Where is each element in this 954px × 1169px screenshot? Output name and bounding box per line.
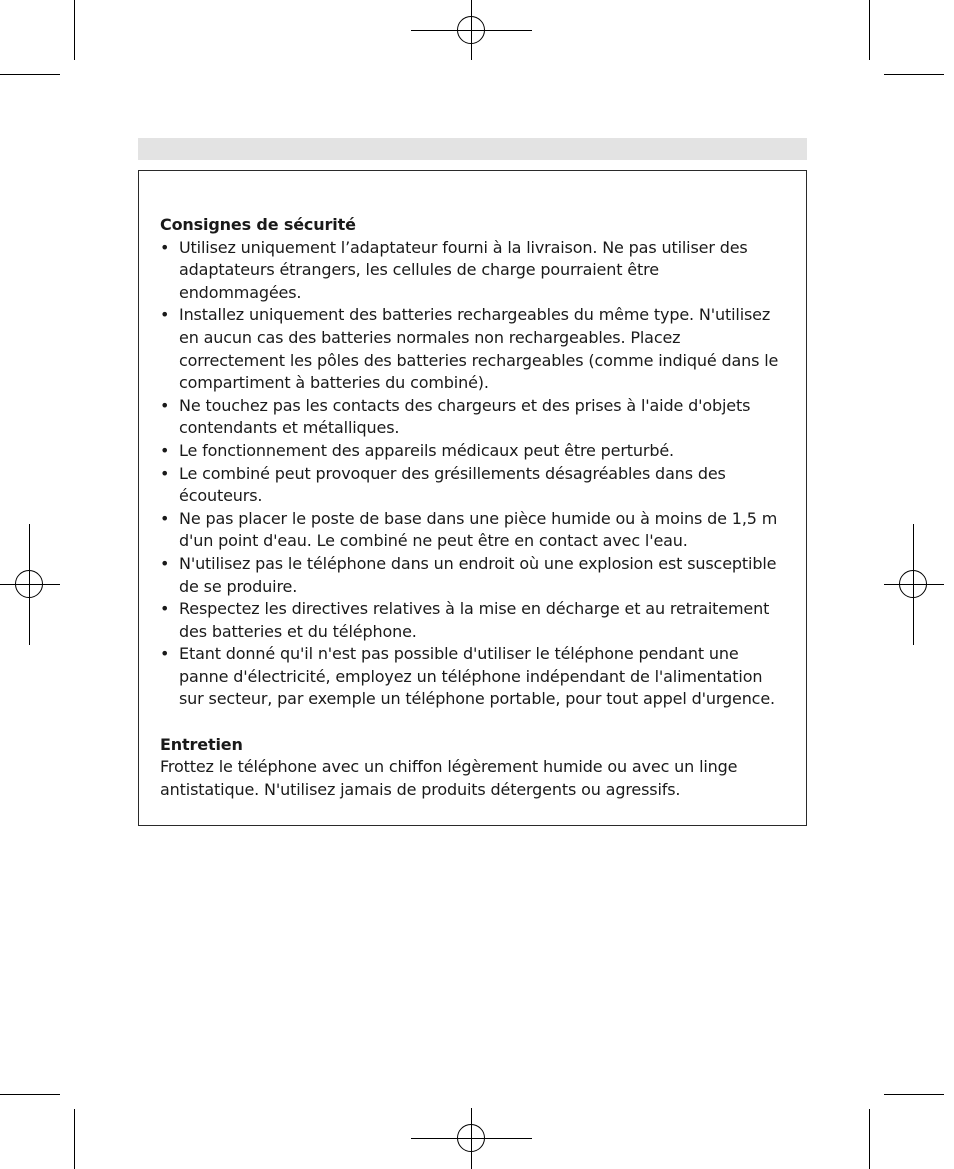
bullet-icon: •: [160, 508, 170, 528]
crop-mark: [884, 1094, 944, 1095]
list-item-text: Installez uniquement des batteries rechargeables du même type. N'utilisez en aucun cas des batteries normales non rechargeables. Placez correctement les pôles des batteries rechargeables (comme indiqué dans le compartiment à batteries du combiné).: [179, 305, 779, 393]
crop-mark: [0, 1094, 60, 1095]
bullet-icon: •: [160, 644, 170, 664]
crop-mark: [74, 1109, 75, 1169]
list-item-text: Respectez les directives relatives à la mise en décharge et au retraitement des batteries et du téléphone.: [179, 599, 770, 641]
list-item-text: Le combiné peut provoquer des grésillements désagréables dans des écouteurs.: [179, 463, 726, 506]
crop-mark: [869, 0, 870, 60]
registration-circle: [899, 570, 927, 598]
list-item-text: N'utilisez pas le téléphone dans un endroit où une explosion est susceptible de se produire.: [179, 553, 777, 596]
header-bar: [138, 138, 807, 160]
safety-heading: Consignes de sécurité: [160, 215, 356, 234]
bullet-icon: •: [160, 395, 170, 415]
list-item: [160, 395, 780, 440]
registration-circle: [457, 16, 485, 44]
list-item: [160, 237, 780, 305]
bullet-icon: •: [160, 463, 170, 483]
bullet-icon: •: [160, 440, 170, 460]
content-box: [138, 170, 807, 826]
list-item: [160, 304, 780, 394]
bullet-icon: •: [160, 553, 170, 573]
section-spacer: [160, 711, 780, 734]
crop-mark: [0, 74, 60, 75]
list-item-text: Utilisez uniquement l’adaptateur fourni à la livraison. Ne pas utiliser des adaptateurs étrangers, les cellules de charge pourraient être endommagées.: [179, 237, 748, 302]
content-area: [160, 214, 780, 801]
list-item-text: Le fonctionnement des appareils médicaux peut être perturbé.: [179, 440, 674, 460]
bullet-icon: •: [160, 237, 170, 257]
list-item: [160, 440, 780, 463]
crop-mark: [869, 1109, 870, 1169]
registration-circle: [15, 570, 43, 598]
list-item: [160, 508, 780, 553]
bullet-icon: •: [160, 305, 170, 325]
registration-circle: [457, 1124, 485, 1152]
list-item: [160, 553, 780, 598]
crop-mark: [74, 0, 75, 60]
maintenance-text: Frottez le téléphone avec un chiffon légèrement humide ou avec un linge antistatique. N'utilisez jamais de produits détergents ou agressifs.: [160, 757, 738, 799]
list-item-text: Ne pas placer le poste de base dans une pièce humide ou à moins de 1,5 m d'un point d'eau. Le combiné ne peut être en contact avec l'eau.: [179, 508, 778, 551]
safety-list: [160, 237, 780, 711]
maintenance-heading: Entretien: [160, 734, 243, 754]
bullet-icon: •: [160, 599, 170, 619]
list-item: [160, 598, 780, 643]
list-item-text: Ne touchez pas les contacts des chargeurs et des prises à l'aide d'objets contendants et métalliques.: [179, 395, 751, 438]
list-item: [160, 463, 780, 508]
list-item-text: Etant donné qu'il n'est pas possible d'utiliser le téléphone pendant une panne d'électricité, employez un téléphone indépendant de l'alimentation sur secteur, par exemple un téléphone portable, pour tout appel d'urgence.: [179, 644, 775, 709]
list-item: [160, 643, 780, 711]
crop-mark: [884, 74, 944, 75]
